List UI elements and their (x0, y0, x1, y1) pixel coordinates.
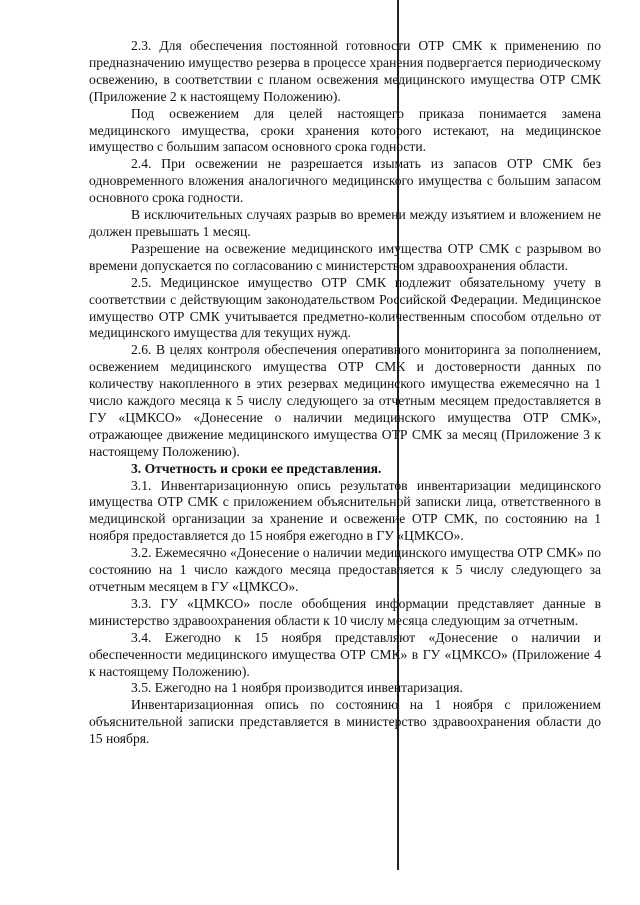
section-3-heading: 3. Отчетность и сроки ее представления. (131, 460, 382, 476)
paragraph-inventory-list: Инвентаризационная опись по состоянию на 1 ноября с приложением объяснительной записки представляется в министерство здравоохранения области до 15 ноября. (89, 697, 601, 747)
paragraph-refresh-definition: Под освежением для целей настоящего приказа понимается замена медицинского имущества, сроки хранения которого истекают, на медицинское имущество с большим запасом основного срока годности. (89, 105, 601, 155)
paragraph-exceptional-cases: В исключительных случаях разрыв во времени между изъятием и вложением не должен превышать 1 месяц. (89, 207, 601, 239)
paragraph-2-5: 2.5. Медицинское имущество ОТР СМК подлежит обязательному учету в соответствии с действующим законодательством Российской Федерации. Медицинское имущество ОТР СМК учитывается предметно-количественным способом отдельно от медицинского имущества для текущих нужд. (89, 274, 601, 341)
paragraph-3-4: 3.4. Ежегодно к 15 ноября представляют «Донесение о наличии и обеспеченности медицинского имущества ОТР СМК» в ГУ «ЦМКСО» (Приложение 4 к настоящему Положению). (89, 629, 601, 679)
paragraph-3-2: 3.2. Ежемесячно «Донесение о наличии медицинского имущества ОТР СМК» по состоянию на 1 число каждого месяца предоставляется к 5 числу следующего за отчетным месяцем в ГУ «ЦМКСО». (89, 545, 601, 594)
paragraph-refresh-permission: Разрешение на освежение медицинского имущества ОТР СМК с разрывом во времени допускается по согласованию с министерством здравоохранения области. (89, 240, 601, 273)
paragraph-3-5: 3.5. Ежегодно на 1 ноября производится инвентаризация. (131, 680, 463, 696)
document-page (89, 38, 601, 748)
paragraph-2-6: 2.6. В целях контроля обеспечения оперативного мониторинга за пополнением, освежением медицинского имущества ОТР СМК и достоверности данных по количеству накопленного в этих резервах медицинского имущества ежемесячно на 1 число каждого месяца к 5 числу следующего за отчетным месяцем предоставляется в ГУ «ЦМКСО» «Донесение о наличии медицинского имущества ОТР СМК», отражающее движение медицинского имущества ОТР СМК за месяц (Приложение 3 к настоящему Положению). (89, 342, 601, 459)
paragraph-3-3: 3.3. ГУ «ЦМКСО» после обобщения информации представляет данные в министерство здравоохранения области к 10 числу месяца следующим за отчетным. (89, 595, 601, 628)
paragraph-2-3: 2.3. Для обеспечения постоянной готовности ОТР СМК к применению по предназначению имущество резерва в процессе хранения подвергается периодическому освежению, в соответствии с планом освежения медицинского имущества ОТР СМК (Приложение 2 к настоящему Положению). (89, 38, 601, 104)
paragraph-2-4: 2.4. При освежении не разрешается изымать из запасов ОТР СМК без одновременного вложения аналогичного медицинского имущества с большим запасом основного срока годности. (89, 156, 601, 206)
paragraph-3-1: 3.1. Инвентаризационную опись результатов инвентаризации медицинского имущества ОТР СМК с приложением объяснительной записки лица, ответственного в медицинской организации за хранение и освежение ОТР СМК, по состоянию на 1 ноября предоставляется до 15 ноября ежегодно в ГУ «ЦМКСО». (89, 477, 601, 544)
